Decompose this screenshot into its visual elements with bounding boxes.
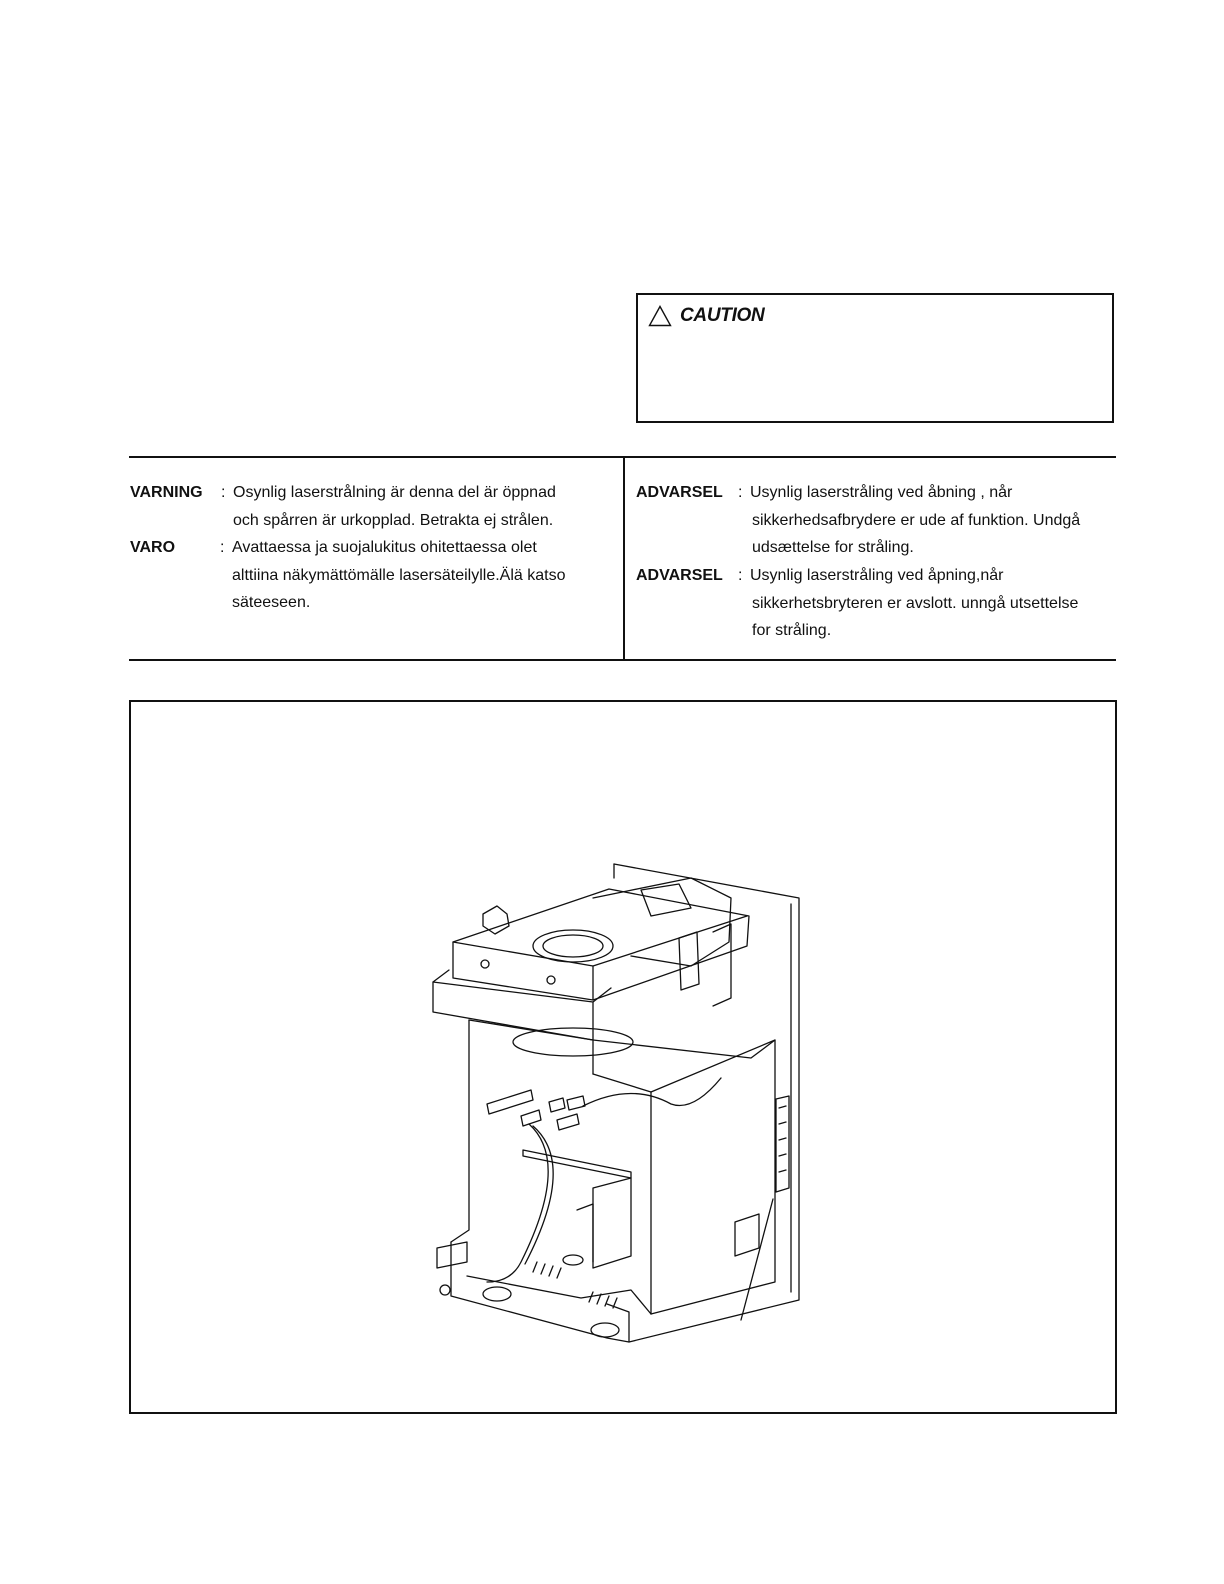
warning-line: sikkerhetsbryteren er avslott. unngå utsettelse [752, 594, 1079, 612]
warning-line: alttiina näkymättömälle lasersäteilylle.Älä katso [232, 566, 566, 584]
warning-text [233, 479, 556, 534]
warning-label: VARNING [130, 484, 203, 501]
warning-line: for stråling. [752, 622, 832, 639]
caution-title: CAUTION [680, 305, 765, 326]
table-column-divider [623, 457, 625, 660]
warning-line: och spårren är urkopplad. Betrakta ej strålen. [233, 511, 554, 529]
warning-line: sikkerhedsafbrydere er ude af funktion. Undgå [752, 511, 1081, 529]
warning-line: Usynlig laserstråling ved åpning,når [750, 567, 1004, 584]
warning-line: säteeseen. [232, 594, 311, 611]
warning-line: Usynlig laserstråling ved åbning , når [750, 484, 1013, 501]
warning-text [232, 534, 565, 617]
warning-colon: : [738, 484, 743, 501]
caution-header [648, 305, 764, 327]
warning-label: ADVARSEL [636, 567, 723, 584]
warning-colon: : [220, 539, 225, 556]
warning-text [750, 479, 1080, 562]
warning-label: ADVARSEL [636, 484, 723, 501]
warning-colon: : [221, 484, 226, 501]
figure-box [129, 700, 1117, 1414]
warning-colon: : [738, 567, 743, 584]
cd-mechanism-illustration [131, 702, 1115, 1412]
table-bottom-rule [129, 659, 1116, 661]
warning-text [750, 562, 1078, 645]
warning-line: Osynlig laserstrålning är denna del är öppnad [233, 484, 556, 501]
warning-line: udsættelse for stråling. [752, 539, 914, 556]
warning-label: VARO [130, 539, 176, 556]
warning-line: Avattaessa ja suojalukitus ohitettaessa olet [232, 539, 537, 556]
warning-triangle-icon [648, 305, 672, 327]
caution-box [636, 293, 1114, 423]
